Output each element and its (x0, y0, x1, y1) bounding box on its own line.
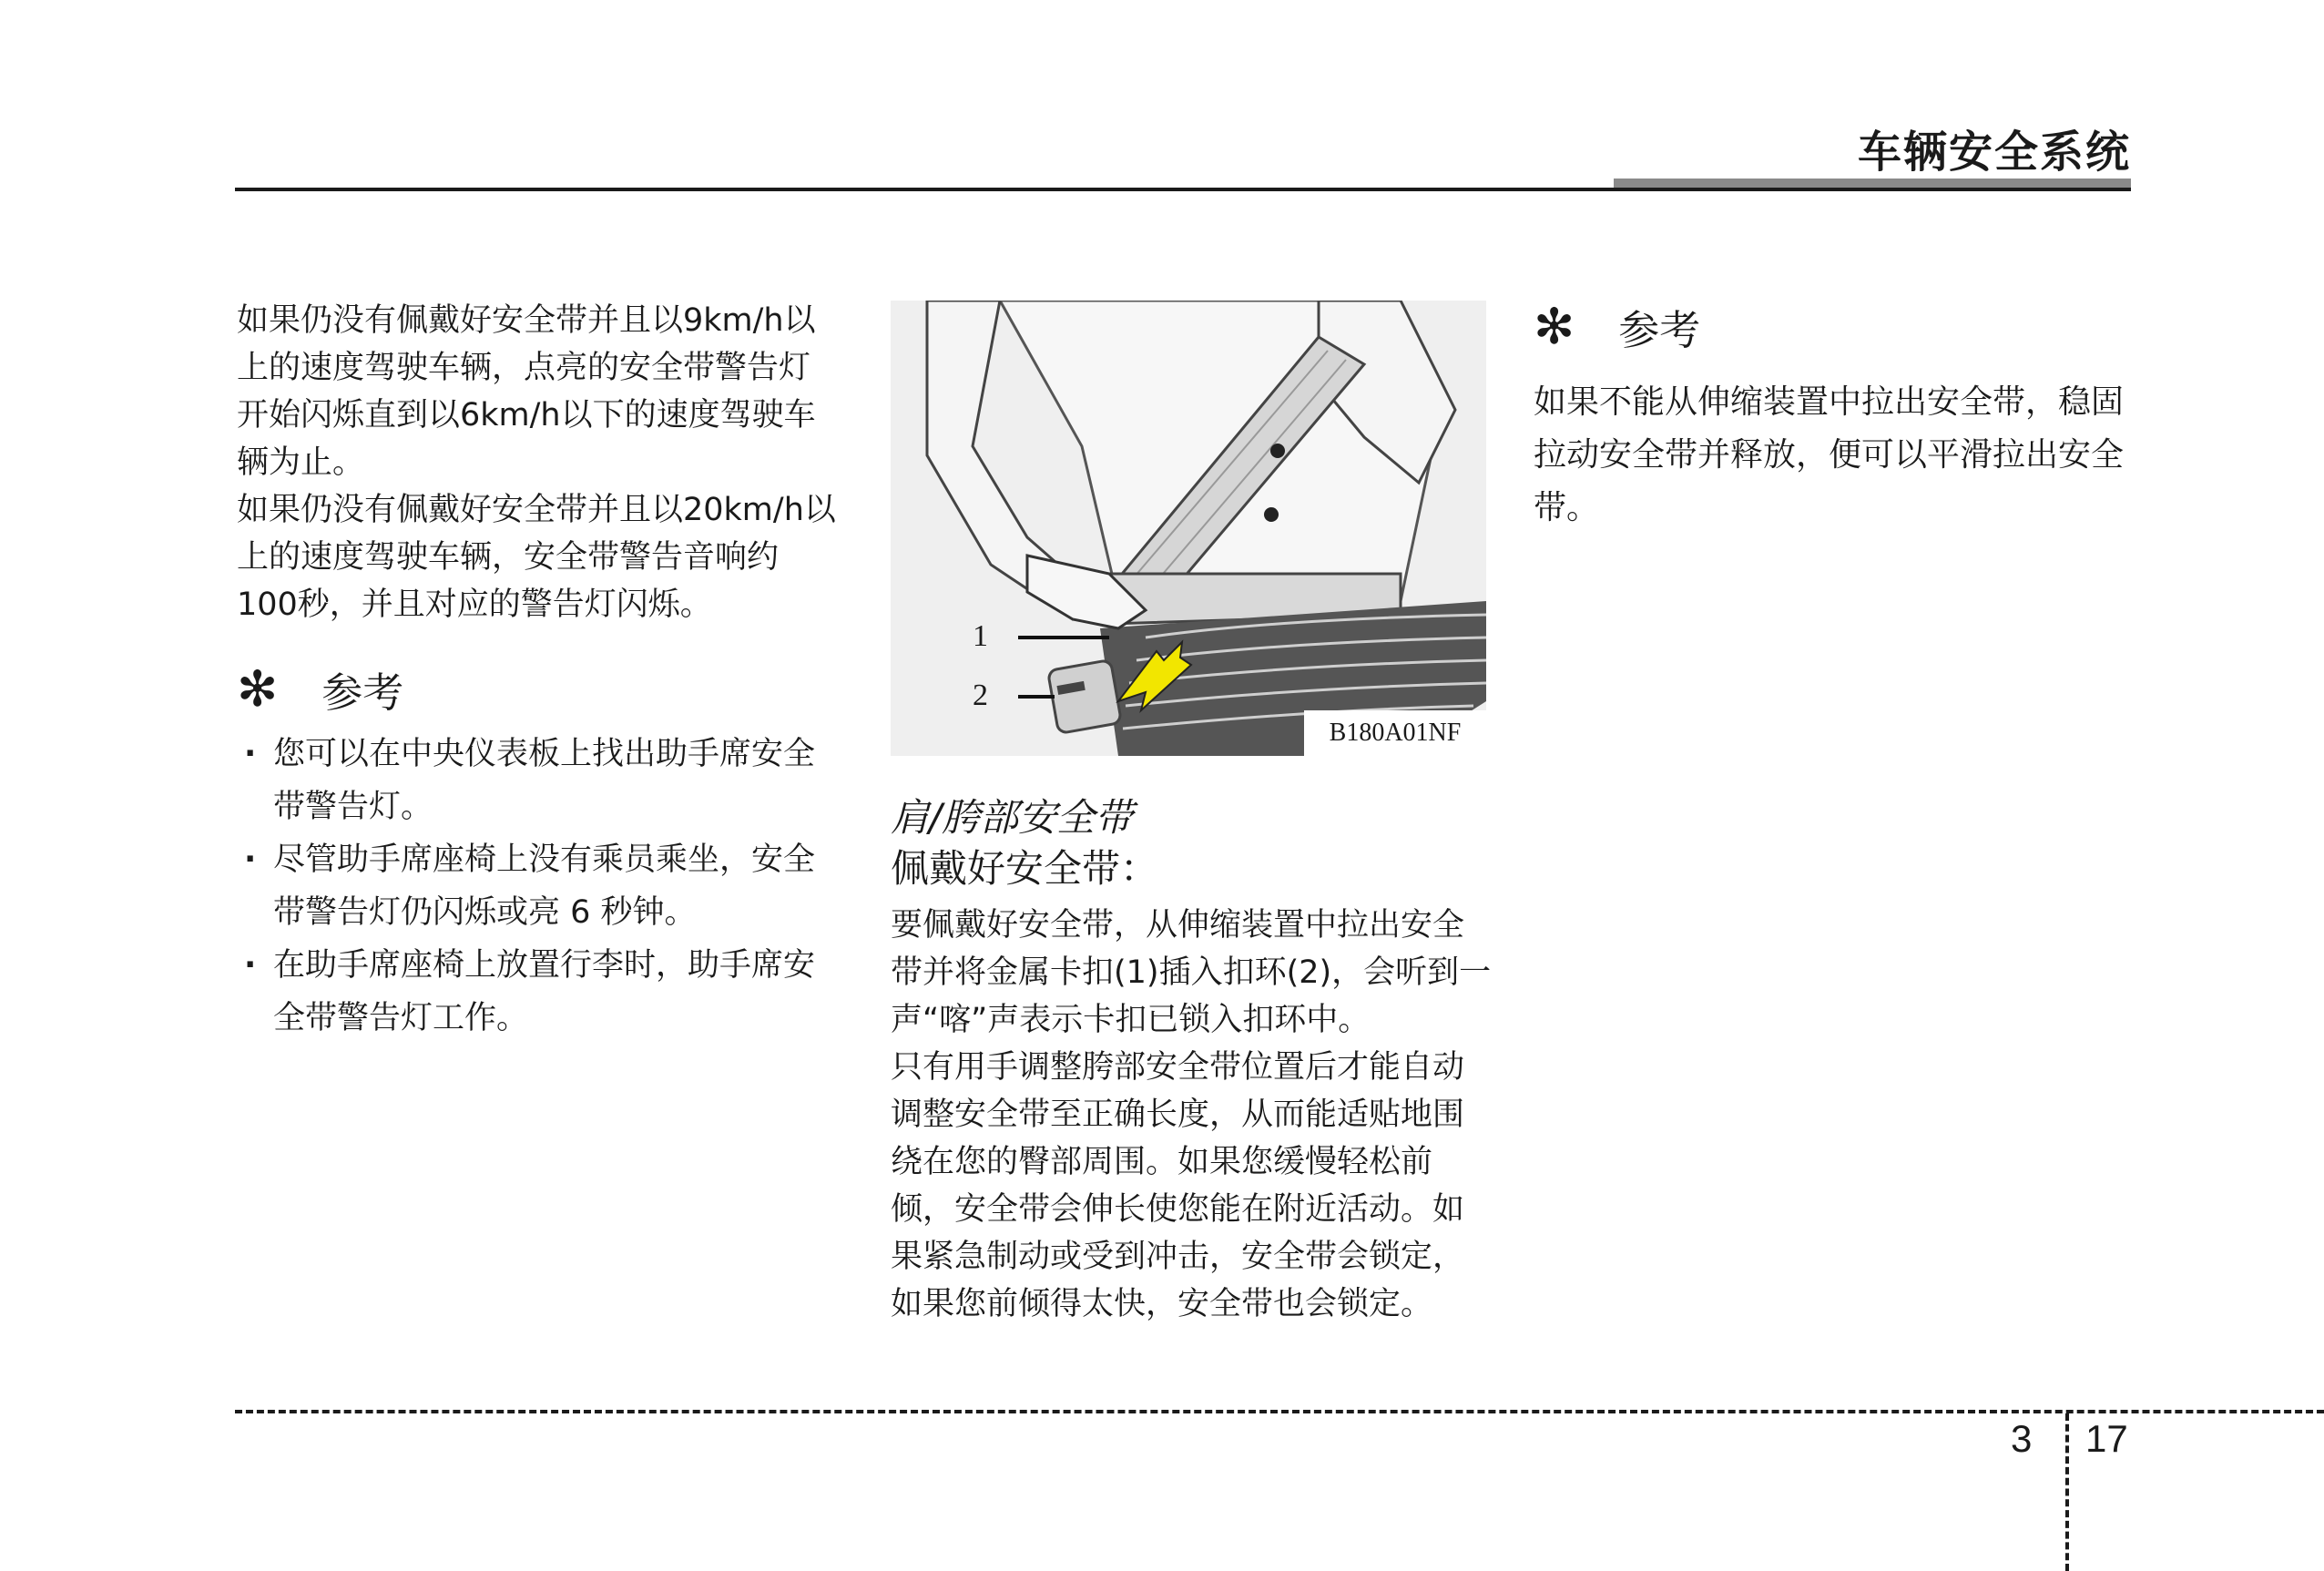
note-heading-label: 参考 (1618, 306, 1701, 354)
middle-column (891, 792, 1492, 1328)
fastening-paragraph: 要佩戴好安全带，从伸缩装置中拉出安全带并将金属卡扣(1)插入扣环(2)，会听到一声“喀”声表示卡扣已锁入扣环中。 (891, 907, 1492, 1038)
seat-belt-illustration (891, 301, 1486, 756)
asterisk-icon: ✻ (1534, 297, 1575, 355)
note-heading-label: 参考 (321, 668, 404, 717)
list-item: · 尽管助手席座椅上没有乘员乘坐，安全带警告灯仍闪烁或亮 6 秒钟。 (237, 833, 838, 939)
list-item: · 在助手席座椅上放置行李时，助手席安全带警告灯工作。 (237, 939, 838, 1045)
note-list (237, 728, 838, 1045)
adjustment-paragraph: 只有用手调整胯部安全带位置后才能自动调整安全带至正确长度，从而能适贴地围绕在您的臀部周围。如果您缓慢轻松前倾，安全带会伸长使您能在附近活动。如果紧急制动或受到冲击，安全带会锁定，如果您前倾得太快，安全带也会锁定。 (891, 1049, 1465, 1322)
note-text: 如果不能从伸缩装置中拉出安全带，稳固拉动安全带并释放，便可以平滑拉出安全带。 (1534, 383, 2125, 526)
section-subtitle: 佩戴好安全带： (891, 846, 1159, 891)
note-heading (1534, 297, 2136, 356)
asterisk-icon: ✻ (237, 659, 279, 718)
callout-label-2: 2 (973, 678, 988, 712)
note-heading (237, 659, 838, 719)
right-column (1534, 297, 2136, 535)
callout-label-1: 1 (973, 619, 988, 653)
section-title: 肩/胯部安全带 (891, 795, 1134, 840)
header-rule (235, 188, 2131, 191)
chapter-number: 3 (2011, 1417, 2033, 1460)
speed-warning-paragraph-2: 如果仍没有佩戴好安全带并且以20km/h以上的速度驾驶车辆，安全带警告音响约100秒，并且对应的警告灯闪烁。 (237, 492, 836, 623)
left-column (237, 297, 838, 1045)
speed-warning-paragraph-1: 如果仍没有佩戴好安全带并且以9km/h以上的速度驾驶车辆，点亮的安全带警告灯开始闪烁直到以6km/h以下的速度驾驶车辆为止。 (237, 302, 816, 481)
chapter-title: 车辆安全系统 (1857, 127, 2131, 178)
figure-code: B180A01NF (1304, 710, 1486, 756)
footer-rule (235, 1410, 2324, 1413)
page-number: 17 (2085, 1417, 2128, 1460)
footer-divider (2065, 1413, 2069, 1571)
list-item: · 您可以在中央仪表板上找出助手席安全带警告灯。 (237, 728, 838, 833)
